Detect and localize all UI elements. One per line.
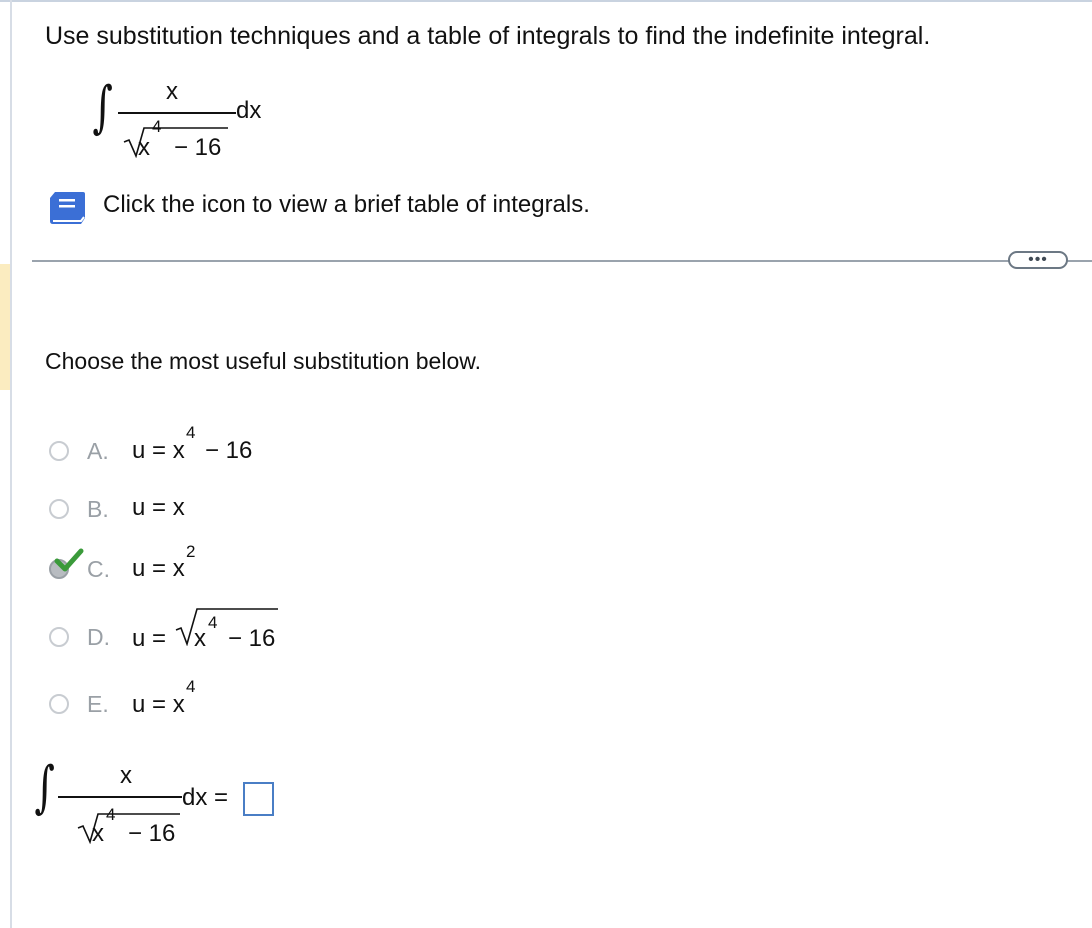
option-c-letter: C. xyxy=(87,556,110,582)
radicand-base: x xyxy=(138,134,150,161)
option-e-prefix: u = x xyxy=(132,691,185,718)
option-d-letter: D. xyxy=(87,624,110,650)
top-border xyxy=(0,0,1092,2)
integral-differential: dx xyxy=(236,97,262,124)
option-a-exponent: 4 xyxy=(186,423,196,442)
option-d-radicand-rest: − 16 xyxy=(228,625,276,652)
option-d-radicand-exponent: 4 xyxy=(208,613,218,632)
option-a-letter: A. xyxy=(87,438,109,464)
answer-input[interactable] xyxy=(243,782,274,816)
answer-integral-sign: ∫ xyxy=(34,755,55,820)
option-a-prefix: u = x xyxy=(132,437,185,464)
more-options-button[interactable] xyxy=(1008,251,1068,269)
option-d-radio[interactable] xyxy=(49,627,69,647)
option-b-radio[interactable] xyxy=(49,499,69,519)
answer-radicand-base: x xyxy=(92,820,104,847)
question-prompt: Choose the most useful substitution below. xyxy=(45,348,481,374)
checkmark-icon xyxy=(54,547,84,573)
current-step-marker xyxy=(0,264,10,390)
left-border xyxy=(10,0,12,928)
option-c-exponent: 2 xyxy=(186,542,196,561)
radicand-rest: − 16 xyxy=(174,134,222,161)
option-d-radicand-base: x xyxy=(194,625,206,652)
answer-numerator: x xyxy=(120,762,132,789)
answer-fraction-bar xyxy=(58,796,182,798)
answer-radicand-exponent: 4 xyxy=(106,805,116,824)
integral-sign: ∫ xyxy=(92,75,113,140)
fraction-bar xyxy=(118,112,236,114)
option-d-prefix: u = xyxy=(132,625,167,652)
option-e-radio[interactable] xyxy=(49,694,69,714)
instruction-text: Use substitution techniques and a table of integrals to find the indefinite integral. xyxy=(45,22,931,50)
radicand-exponent: 4 xyxy=(152,117,162,136)
option-b-letter: B. xyxy=(87,496,109,522)
ellipsis-icon: ••• xyxy=(1028,251,1048,268)
option-c-prefix: u = x xyxy=(132,555,185,582)
option-e-exponent: 4 xyxy=(186,677,196,696)
table-of-integrals-hint: Click the icon to view a brief table of integrals. xyxy=(103,191,590,218)
option-a-radio[interactable] xyxy=(49,441,69,461)
answer-differential: dx = xyxy=(182,784,229,811)
option-b-prefix: u = x xyxy=(132,494,185,521)
integral-numerator: x xyxy=(166,78,178,105)
book-icon[interactable] xyxy=(47,188,89,228)
answer-radicand-rest: − 16 xyxy=(128,820,176,847)
option-e-letter: E. xyxy=(87,691,109,717)
section-divider xyxy=(32,260,1092,262)
option-a-suffix: − 16 xyxy=(205,437,253,464)
